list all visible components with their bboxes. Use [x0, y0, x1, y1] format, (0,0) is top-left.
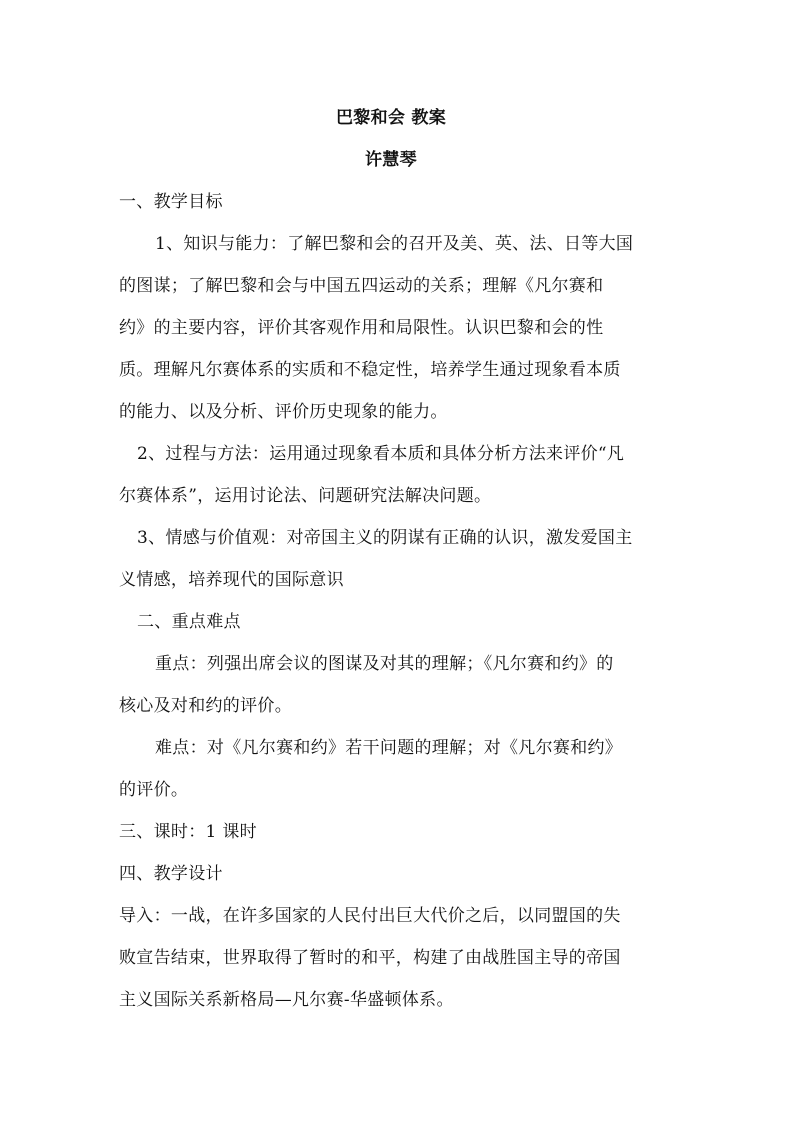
section-heading-class-hours: 三、课时：1 课时 — [119, 822, 257, 842]
paragraph-line: 义情感，培养现代的国际意识 — [119, 570, 344, 590]
paragraph-line: 核心及对和约的评价。 — [119, 696, 292, 716]
document-author: 许慧琴 — [365, 150, 417, 170]
paragraph-line: 3、情感与价值观：对帝国主义的阴谋有正确的认识，激发爱国主 — [137, 528, 633, 548]
paragraph-line: 败宣告结束，世界取得了暂时的和平，构建了由战胜国主导的帝国 — [119, 948, 621, 968]
paragraph-line: 约》的主要内容，评价其客观作用和局限性。认识巴黎和会的性 — [119, 318, 604, 338]
paragraph-line: 重点：列强出席会议的图谋及对其的理解；《凡尔赛和约》的 — [155, 654, 614, 674]
paragraph-line: 的评价。 — [119, 780, 189, 800]
paragraph-line: 质。理解凡尔赛体系的实质和不稳定性，培养学生通过现象看本质 — [119, 360, 621, 380]
paragraph-line: 尔赛体系”，运用讨论法、问题研究法解决问题。 — [119, 486, 492, 506]
section-heading-key-points: 二、重点难点 — [137, 612, 241, 632]
paragraph-line: 导入：一战，在许多国家的人民付出巨大代价之后，以同盟国的失 — [119, 906, 621, 926]
paragraph-line: 1、知识与能力：了解巴黎和会的召开及美、英、法、日等大国 — [155, 234, 634, 254]
paragraph-line: 的图谋；了解巴黎和会与中国五四运动的关系；理解《凡尔赛和 — [119, 276, 604, 296]
paragraph-line: 难点：对《凡尔赛和约》若干问题的理解；对《凡尔赛和约》 — [155, 738, 623, 758]
paragraph-line: 2、过程与方法：运用通过现象看本质和具体分析方法来评价“凡 — [137, 444, 625, 464]
paragraph-line: 主义国际关系新格局—凡尔赛-华盛顿体系。 — [119, 990, 454, 1010]
section-heading-objectives: 一、教学目标 — [119, 192, 223, 212]
paragraph-line: 的能力、以及分析、评价历史现象的能力。 — [119, 402, 448, 422]
section-heading-teaching-design: 四、教学设计 — [119, 864, 223, 884]
document-title: 巴黎和会 教案 — [336, 108, 447, 128]
